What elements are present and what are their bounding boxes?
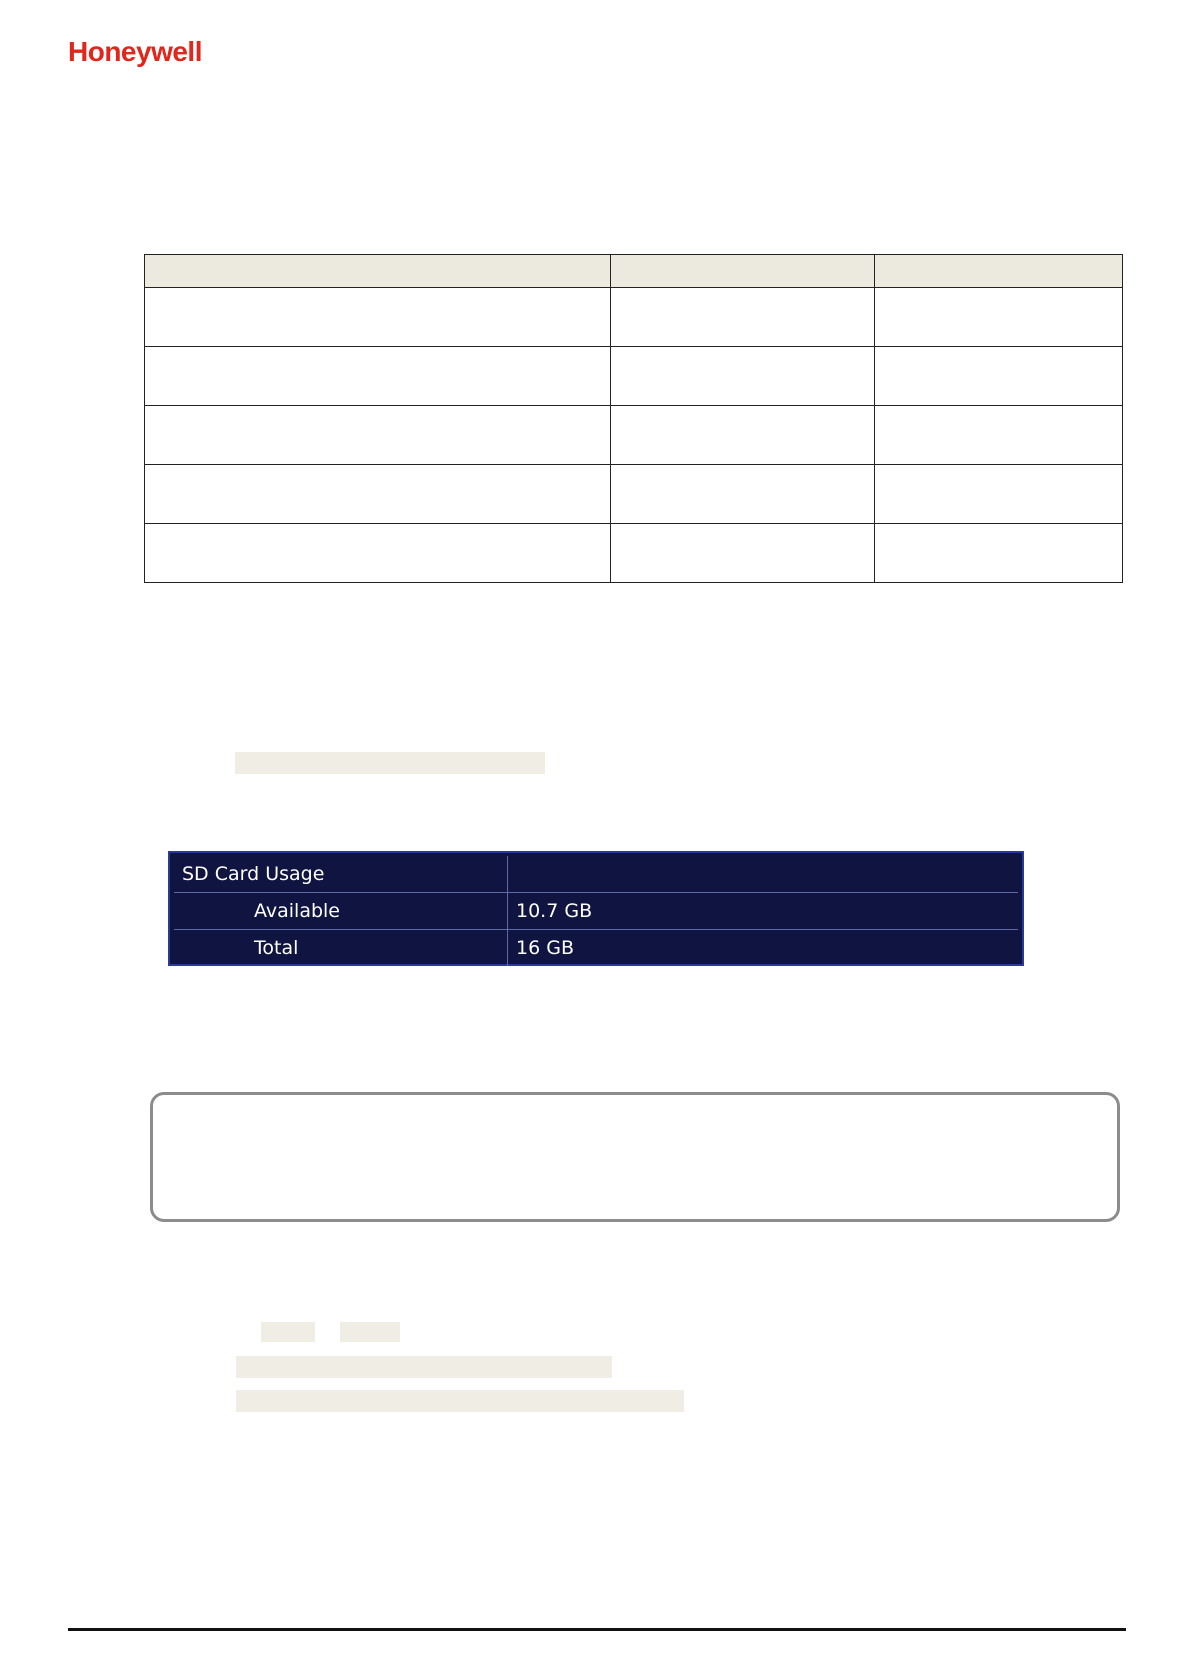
highlighted-text-block: [236, 1390, 684, 1412]
note-box: [150, 1092, 1120, 1222]
table-header-row: [145, 255, 1123, 288]
specification-table: [144, 254, 1123, 583]
total-label: Total: [174, 930, 508, 967]
table-cell: [875, 288, 1123, 347]
table-header-cell: [875, 255, 1123, 288]
table-cell: [145, 465, 611, 524]
available-label: Available: [174, 893, 508, 930]
available-value: 10.7 GB: [508, 893, 1019, 930]
table-cell: [145, 347, 611, 406]
table-cell: [611, 288, 875, 347]
table-cell: [875, 347, 1123, 406]
table-cell: [611, 406, 875, 465]
highlighted-text-block: [235, 752, 545, 774]
table-cell: [145, 524, 611, 583]
sd-card-title-row: [174, 856, 1018, 893]
table-cell: [611, 465, 875, 524]
table-cell: [145, 406, 611, 465]
table-cell: [145, 288, 611, 347]
table-row: [145, 347, 1123, 406]
table-header-cell: [145, 255, 611, 288]
table-cell: [875, 465, 1123, 524]
table-cell: [611, 524, 875, 583]
sd-card-total-row: [174, 930, 1018, 967]
total-value: 16 GB: [516, 937, 574, 959]
table-row: [145, 524, 1123, 583]
sd-card-title-value: [508, 856, 1019, 893]
table-row: [145, 288, 1123, 347]
table-header-cell: [611, 255, 875, 288]
highlighted-text-block: [236, 1356, 612, 1378]
highlighted-text-block: [261, 1322, 315, 1342]
table-cell: [611, 347, 875, 406]
table-cell: [875, 524, 1123, 583]
sd-card-title: SD Card Usage: [174, 856, 508, 893]
sd-card-available-row: [174, 893, 1018, 930]
honeywell-logo: Honeywell: [68, 36, 202, 67]
highlighted-text-block: [340, 1322, 400, 1342]
sd-card-usage-panel: [168, 851, 1024, 966]
table-row: [145, 465, 1123, 524]
footer-divider: [68, 1628, 1126, 1631]
table-row: [145, 406, 1123, 465]
table-cell: [875, 406, 1123, 465]
